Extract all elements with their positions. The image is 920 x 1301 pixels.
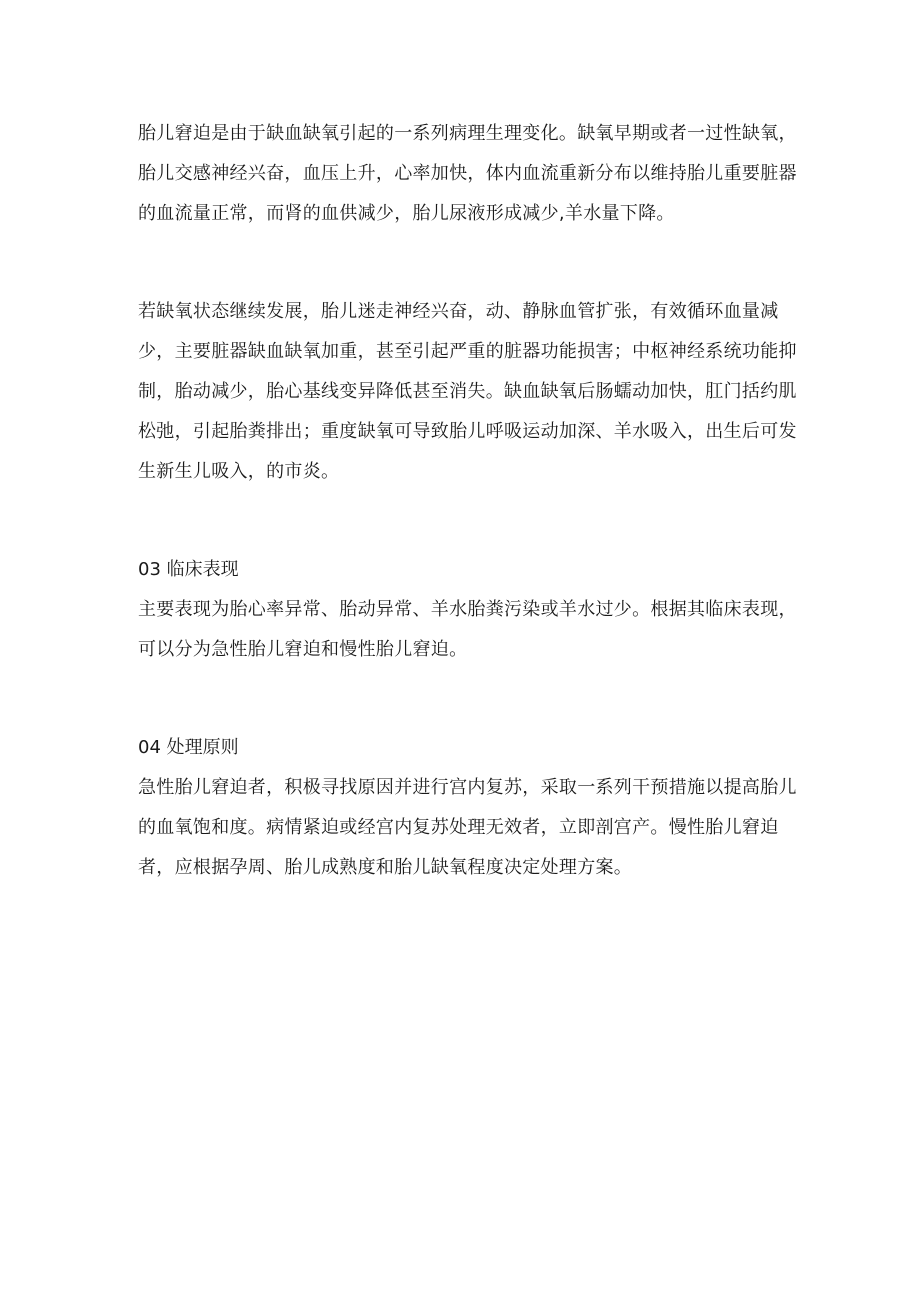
paragraph-pathophysiology-progression: 若缺氧状态继续发展，胎儿迷走神经兴奋，动、静脉血管扩张，有效循环血量减少，主要脏器缺血缺氧加重，甚至引起严重的脏器功能损害；中枢神经系统功能抑制，胎动减少，胎心基线变异降低甚至消失。缺血缺氧后肠蠕动加快，肛门括约肌松弛，引起胎粪排出；重度缺氧可导致胎儿呼吸运动加深、羊水吸入，出生后可发生新生儿吸入，的市炎。: [138, 301, 797, 482]
paragraph-clinical-manifestations: 主要表现为胎心率异常、胎动异常、羊水胎粪污染或羊水过少。根据其临床表现，可以分为急性胎儿窘迫和慢性胎儿窘迫。: [138, 599, 797, 660]
paragraph-pathophysiology-early: 胎儿窘迫是由于缺血缺氧引起的一系列病理生理变化。缺氧早期或者一过性缺氧，胎儿交感神经兴奋，血压上升，心率加快，体内血流重新分布以维持胎儿重要脏器的血流量正常，而肾的血供减少，胎儿尿液形成减少,羊水量下降。: [138, 123, 797, 224]
section-heading-clinical-manifestations: 03 临床表现: [138, 559, 239, 580]
document-body: [138, 114, 808, 888]
paragraph-treatment-principles: 急性胎儿窘迫者，积极寻找原因并进行宫内复苏，采取一系列干预措施以提高胎儿的血氧饱和度。病情紧迫或经宫内复苏处理无效者，立即剖宫产。慢性胎儿窘迫者，应根据孕周、胎儿成熟度和胎儿缺氧程度决定处理方案。: [138, 777, 797, 878]
section-heading-treatment-principles: 04 处理原则: [138, 737, 239, 758]
